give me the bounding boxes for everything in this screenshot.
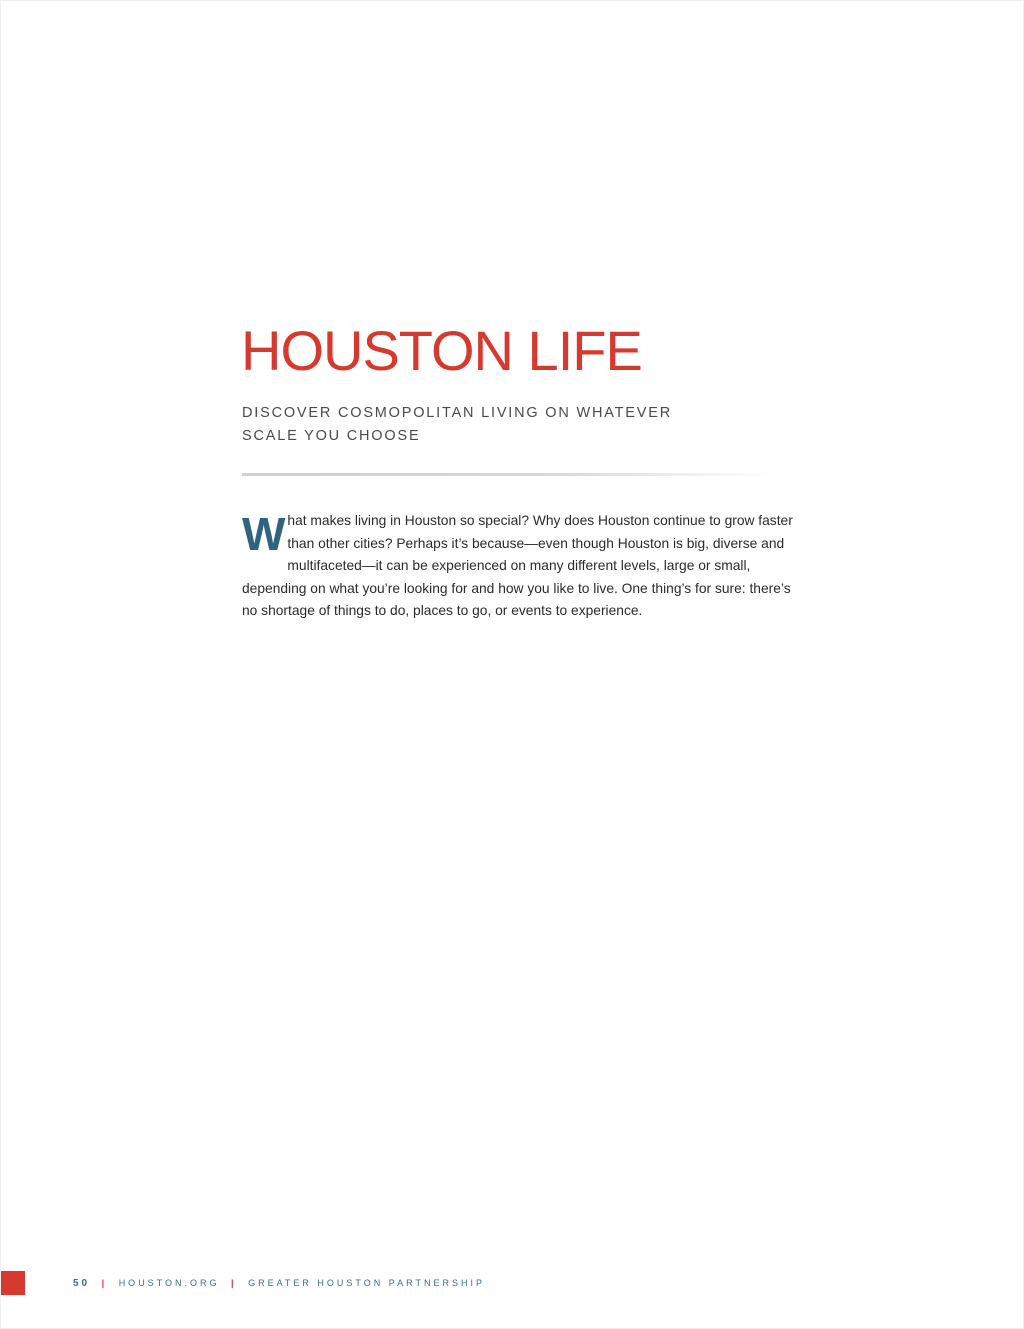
page-title: HOUSTON LIFE <box>241 319 642 382</box>
footer-website: HOUSTON.ORG <box>118 1278 220 1288</box>
page-footer <box>73 1277 485 1290</box>
intro-paragraph <box>242 510 802 623</box>
footer-separator: | <box>101 1278 108 1288</box>
footer-accent-square <box>1 1271 25 1295</box>
footer-organization: GREATER HOUSTON PARTNERSHIP <box>248 1278 485 1288</box>
footer-separator: | <box>231 1278 237 1288</box>
intro-paragraph-text: hat makes living in Houston so special? Why does Houston continue to grow faster than other cities? Perhaps it’s because—even though Houston is big, diverse and multifaceted—it can be experienced on many different levels, large or small, depending on what you’re looking for and how you like to live. One thing’s for sure: there’s no shortage of things to do, places to go, or events to experience. <box>242 513 793 618</box>
drop-cap: W <box>242 508 286 560</box>
page-number: 50 <box>73 1278 91 1289</box>
page-subtitle: DISCOVER COSMOPOLITAN LIVING ON WHATEVER SCALE YOU CHOOSE <box>242 405 672 444</box>
section-divider <box>242 473 772 476</box>
